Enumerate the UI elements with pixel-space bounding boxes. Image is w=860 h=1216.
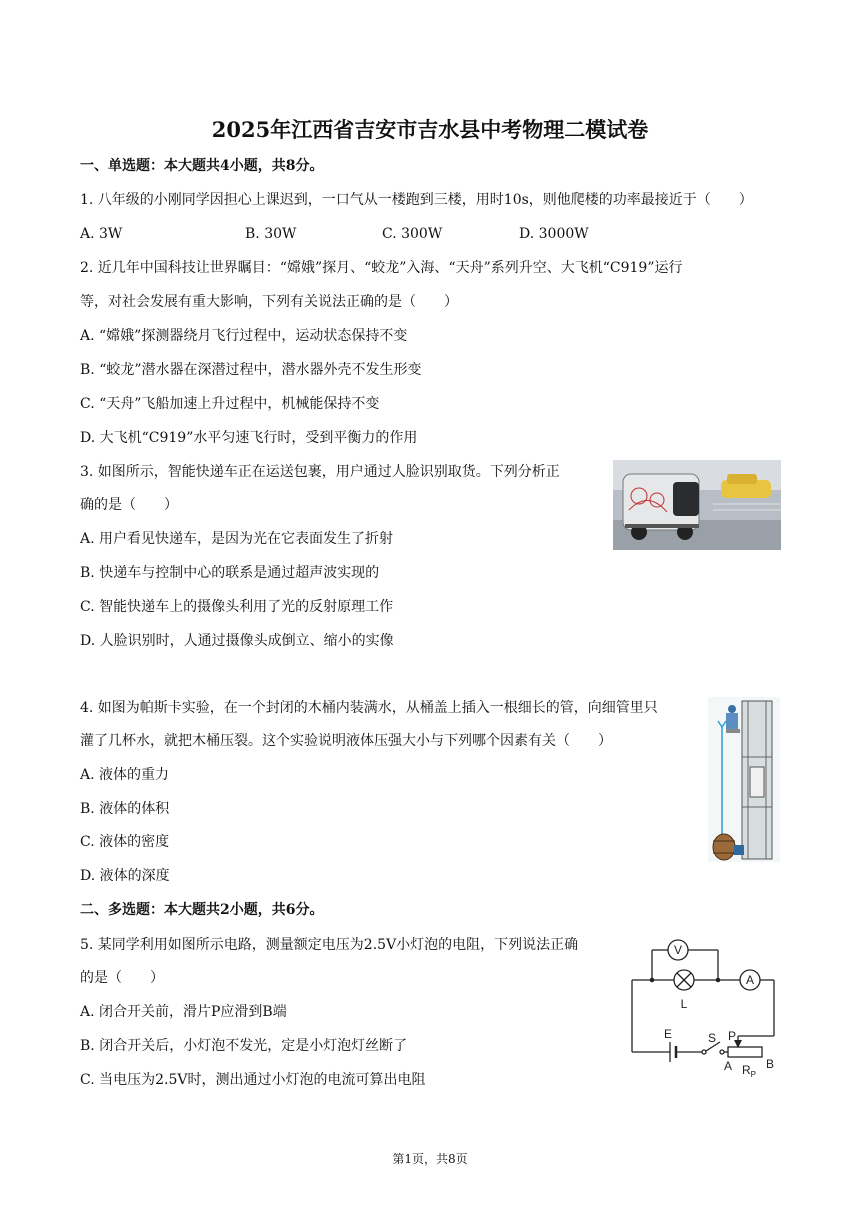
delivery-robot-photo — [613, 460, 781, 550]
rheostat-end-b-label: B — [765, 1057, 775, 1071]
page-footer: 第1页，共8页 — [392, 1152, 468, 1166]
question-2-stem-line2: 等，对社会发展有重大影响，下列有关说法正确的是（ ） — [80, 294, 458, 310]
question-1-option-b: B. 30W — [245, 226, 297, 242]
question-3-option-b: B. 快递车与控制中心的联系是通过超声波实现的 — [80, 565, 380, 581]
question-5-option-b: B. 闭合开关后，小灯泡不发光，定是小灯泡灯丝断了 — [80, 1038, 408, 1054]
question-4-option-d: D. 液体的深度 — [80, 868, 170, 884]
voltmeter-symbol-label: V — [673, 943, 683, 957]
ammeter-symbol-label: A — [745, 973, 755, 987]
battery-label: E — [663, 1027, 673, 1041]
section-heading-multiple-choice: 二、多选题：本大题共2小题，共6分。 — [80, 902, 324, 918]
circuit-diagram — [624, 936, 784, 1084]
question-1-option-a: A. 3W — [80, 226, 123, 242]
question-5-stem-line1: 5. 某同学利用如图所示电路，测量额定电压为2.5V小灯泡的电阻，下列说法正确 — [80, 937, 579, 953]
question-4-option-a: A. 液体的重力 — [80, 767, 170, 783]
question-1-stem: 1. 八年级的小刚同学因担心上课迟到，一口气从一楼跑到三楼，用时10s，则他爬楼的功率最接近于（ ） — [80, 192, 753, 208]
question-4-option-b: B. 液体的体积 — [80, 801, 170, 817]
pascal-barrel-illustration — [708, 697, 780, 862]
section-heading-single-choice: 一、单选题：本大题共4小题，共8分。 — [80, 158, 324, 174]
question-2-option-b: B. “蛟龙”潜水器在深潜过程中，潜水器外壳不发生形变 — [80, 362, 422, 378]
switch-label: S — [707, 1031, 717, 1045]
question-4-stem-line1: 4. 如图为帕斯卡实验，在一个封闭的木桶内装满水，从桶盖上插入一根细长的管，向细管里只 — [80, 700, 658, 716]
question-1-option-d: D. 3000W — [519, 226, 589, 242]
question-5-stem-line2: 的是（ ） — [80, 970, 164, 986]
rheostat-label: $R_P$ — [742, 1063, 757, 1079]
rheostat-end-a-label: A — [723, 1059, 733, 1073]
question-4-stem-line2: 灌了几杯水，就把木桶压裂。这个实验说明液体压强大小与下列哪个因素有关（ ） — [80, 733, 612, 749]
question-5-option-c: C. 当电压为2.5V时，测出通过小灯泡的电流可算出电阻 — [80, 1072, 426, 1088]
question-3-stem-line1: 3. 如图所示，智能快递车正在运送包裹，用户通过人脸识别取货。下列分析正 — [80, 464, 560, 480]
question-5-option-a: A. 闭合开关前，滑片P应滑到B端 — [80, 1004, 287, 1020]
question-3-option-a: A. 用户看见快递车，是因为光在它表面发生了折射 — [80, 531, 394, 547]
slider-label: P — [727, 1029, 737, 1043]
page-title: 2025年江西省吉安市吉水县中考物理二模试卷 — [211, 117, 649, 142]
question-1-option-c: C. 300W — [382, 226, 443, 242]
question-3-stem-line2: 确的是（ ） — [80, 497, 178, 513]
question-3-option-d: D. 人脸识别时，人通过摄像头成倒立、缩小的实像 — [80, 633, 394, 649]
question-2-option-d: D. 大飞机“C919”水平匀速飞行时，受到平衡力的作用 — [80, 430, 418, 446]
question-2-option-a: A. “嫦娥”探测器绕月飞行过程中，运动状态保持不变 — [80, 328, 408, 344]
question-3-option-c: C. 智能快递车上的摄像头利用了光的反射原理工作 — [80, 599, 394, 615]
question-2-option-c: C. “天舟”飞船加速上升过程中，机械能保持不变 — [80, 396, 380, 412]
lamp-label: L — [680, 997, 688, 1011]
question-2-stem-line1: 2. 近几年中国科技让世界瞩目：“嫦娥”探月、“蛟龙”入海、“天舟”系列升空、大飞机“C919”运行 — [80, 260, 683, 276]
question-4-option-c: C. 液体的密度 — [80, 834, 170, 850]
